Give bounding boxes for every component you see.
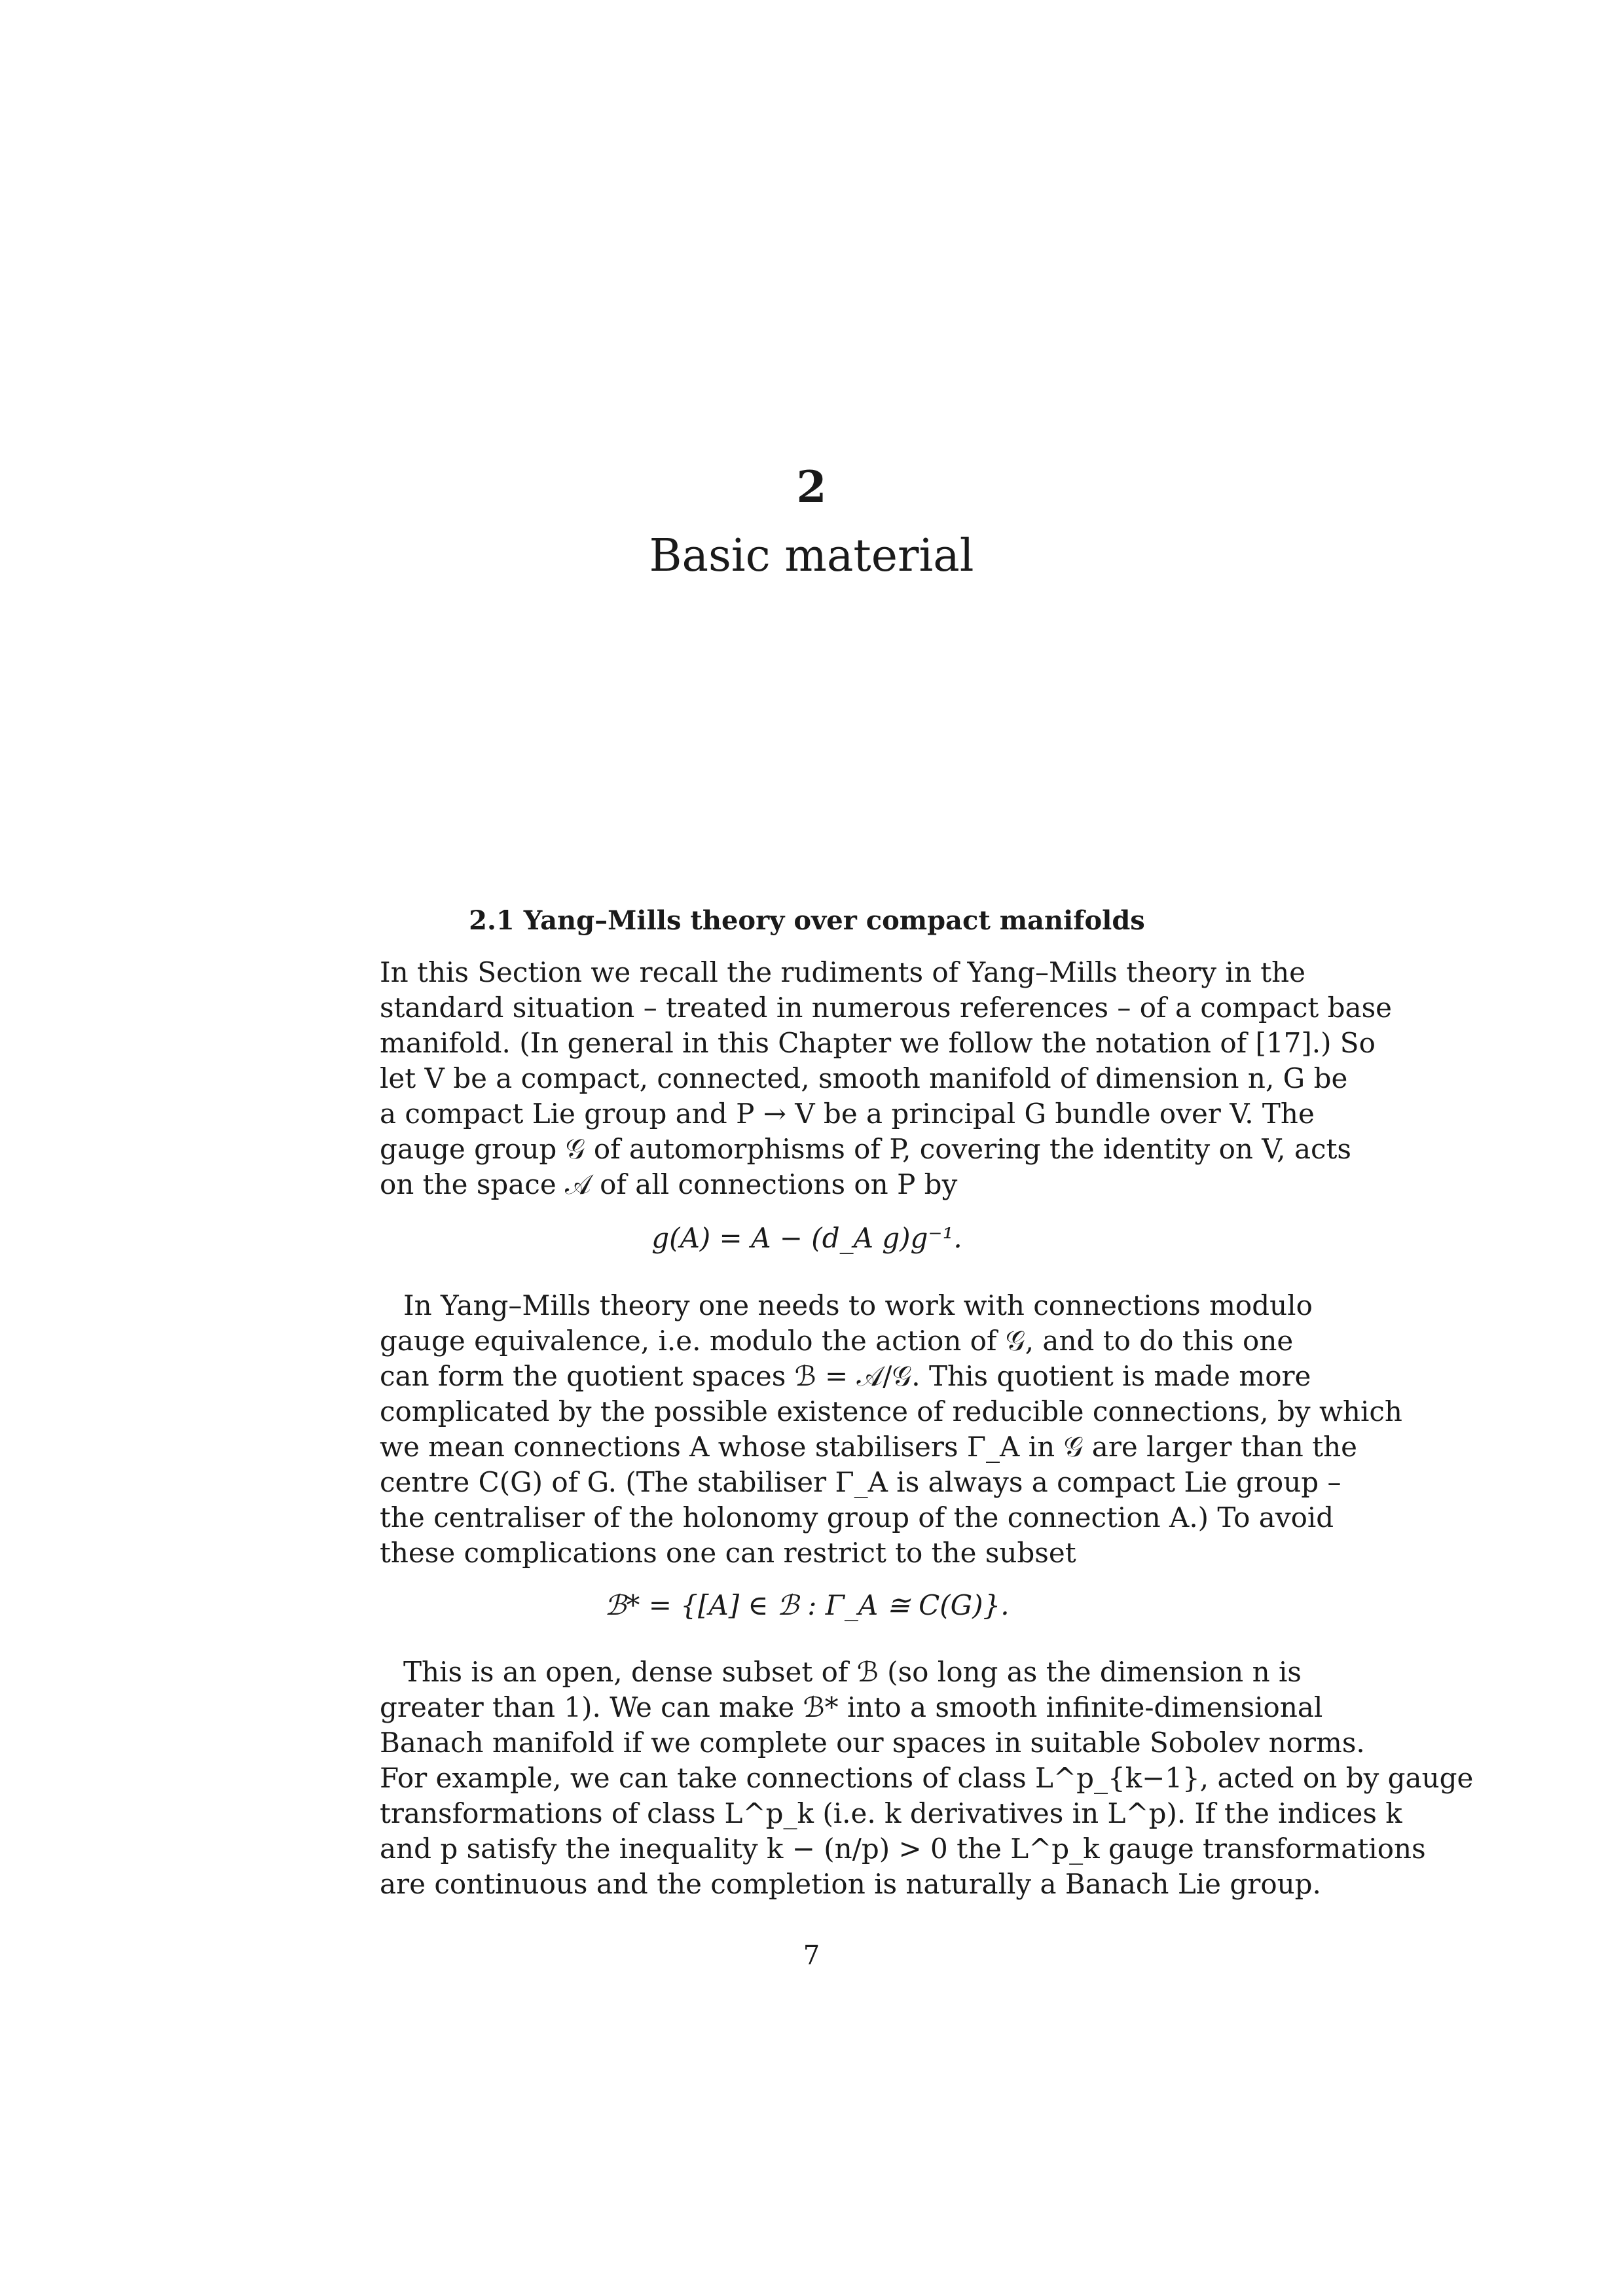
text-line: In Yang–Mills theory one needs to work with connections modulo (403, 1289, 1313, 1321)
text-line: on the space 𝒜 of all connections on P by (380, 1168, 958, 1200)
paragraph-2 (380, 1288, 1402, 1571)
chapter-title: Basic material (649, 530, 974, 582)
text-line: complicated by the possible existence of reducible connections, by which (380, 1395, 1402, 1427)
text-line: In this Section we recall the rudiments of Yang–Mills theory in the (380, 956, 1306, 988)
text-line: let V be a compact, connected, smooth manifold of dimension n, G be (380, 1062, 1348, 1094)
text-line: standard situation – treated in numerous references – of a compact base (380, 992, 1392, 1024)
text-line: gauge group 𝒢 of automorphisms of P, covering the identity on V, acts (380, 1133, 1351, 1165)
text-line: gauge equivalence, i.e. modulo the action of 𝒢, and to do this one (380, 1325, 1294, 1357)
text-line: these complications one can restrict to the subset (380, 1537, 1076, 1569)
text-line: This is an open, dense subset of ℬ (so long as the dimension n is (403, 1656, 1302, 1688)
text-line: transformations of class L^p_k (i.e. k derivatives in L^p). If the indices k (380, 1797, 1402, 1829)
equation-irreducible-subset: ℬ* = {[A] ∈ ℬ : Γ_A ≅ C(G)}. (604, 1589, 1010, 1621)
text-line: centre C(G) of G. (The stabiliser Γ_A is always a compact Lie group – (380, 1466, 1341, 1498)
text-line: can form the quotient spaces ℬ = 𝒜/𝒢. This quotient is made more (380, 1360, 1311, 1392)
text-line: and p satisfy the inequality k − (n/p) > 0 the L^p_k gauge transformations (380, 1833, 1426, 1865)
text-line: the centraliser of the holonomy group of the connection A.) To avoid (380, 1501, 1334, 1534)
text-line: Banach manifold if we complete our spaces in suitable Sobolev norms. (380, 1727, 1365, 1759)
paragraph-3 (380, 1655, 1474, 1902)
text-line: a compact Lie group and P → V be a principal G bundle over V. The (380, 1098, 1315, 1130)
equation-gauge-action: g(A) = A − (d_A g)g⁻¹. (651, 1222, 962, 1254)
text-line: manifold. (In general in this Chapter we follow the notation of [17].) So (380, 1027, 1376, 1059)
paragraph-1 (380, 955, 1392, 1202)
page-number: 7 (803, 1941, 820, 1971)
text-line: For example, we can take connections of class L^p_{k−1}, acted on by gauge (380, 1762, 1474, 1794)
text-line: we mean connections A whose stabilisers Γ_A in 𝒢 are larger than the (380, 1431, 1357, 1463)
text-line: are continuous and the completion is naturally a Banach Lie group. (380, 1868, 1321, 1900)
text-line: greater than 1). We can make ℬ* into a smooth infinite-dimensional (380, 1691, 1323, 1723)
section-heading: 2.1 Yang–Mills theory over compact manifolds (469, 905, 1145, 936)
chapter-number: 2 (796, 461, 827, 512)
